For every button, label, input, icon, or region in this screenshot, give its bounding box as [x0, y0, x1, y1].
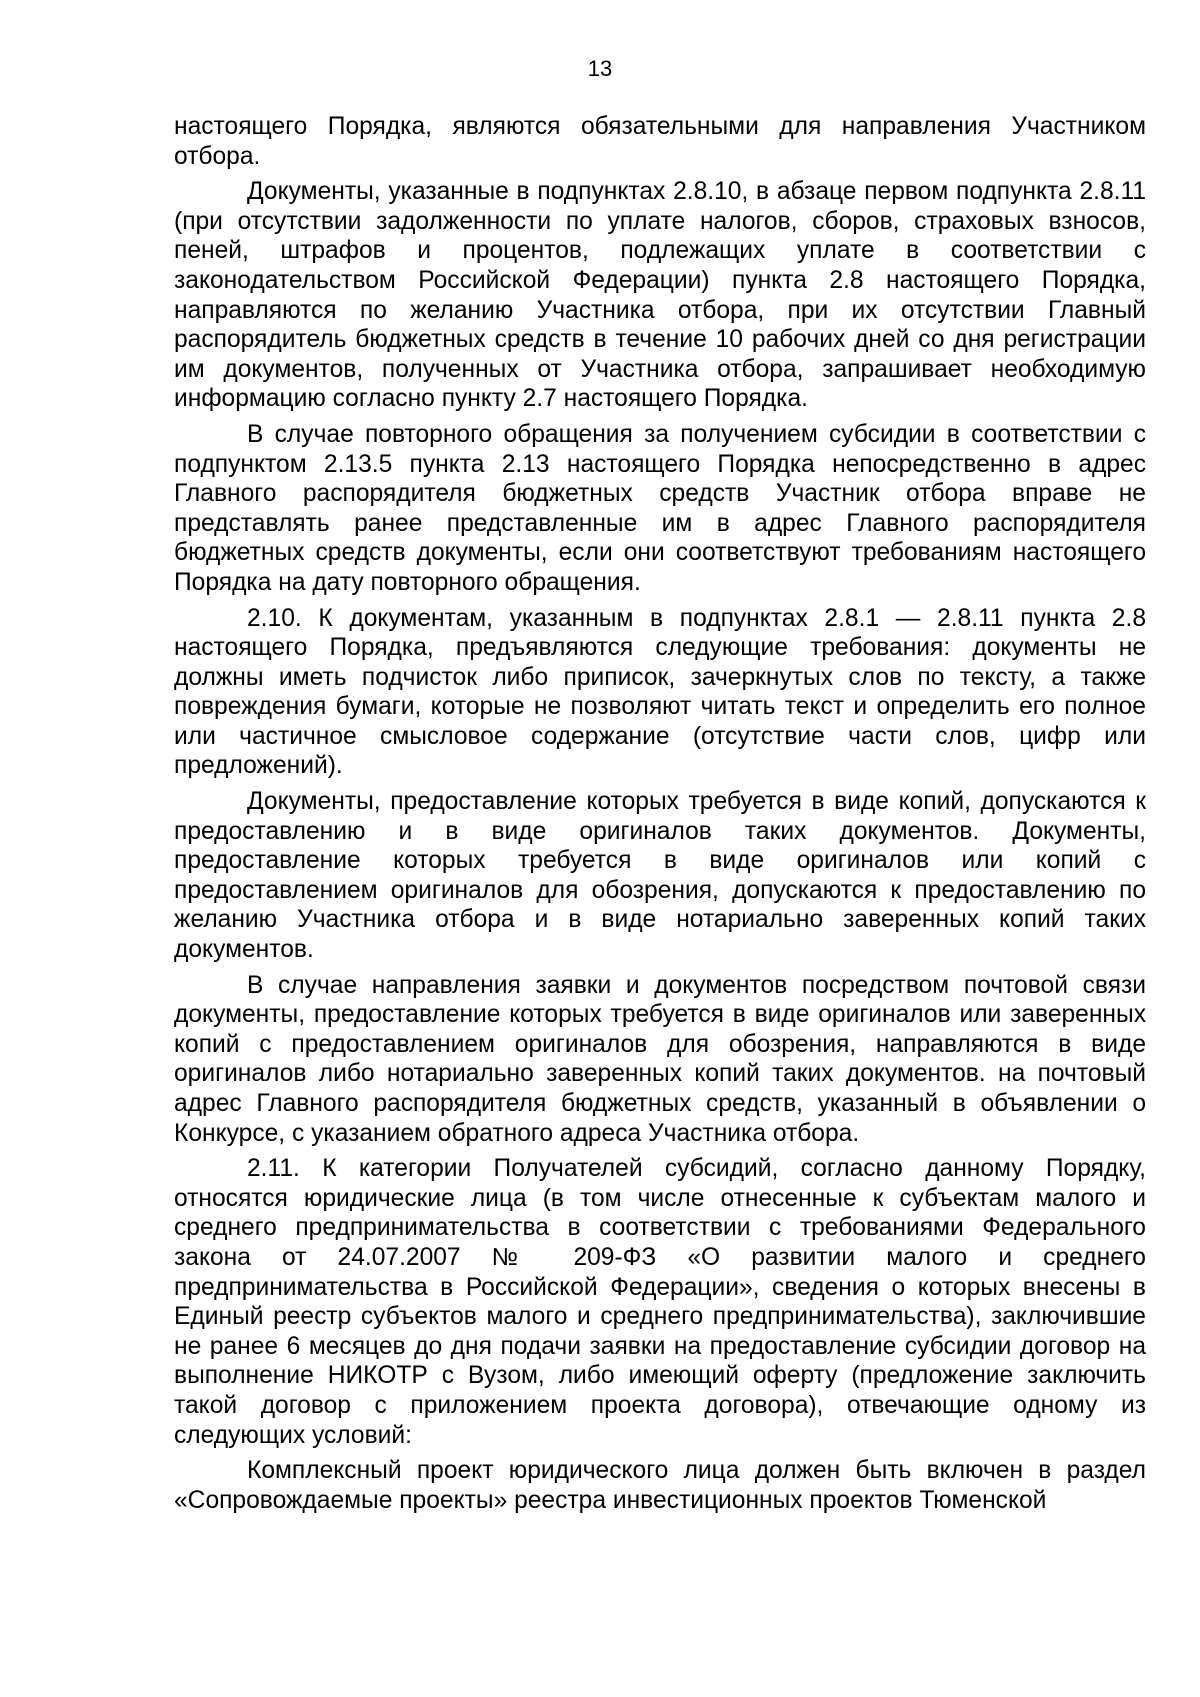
page-number: 13 — [587, 56, 613, 81]
paragraph-continuation: настоящего Порядка, являются обязательными для направления Участником отбора. — [174, 113, 1146, 170]
paragraph-section-2-10: 2.10. К документам, указанным в подпунктах 2.8.1 — 2.8.11 пункта 2.8 настоящего Порядка, предъявляются следующие требования: документы не должны иметь подчисток либо приписок, зачеркнутых слов по тексту, а также повреждения бумаги, которые не позволяют читать текст и определить его полное или частичное смысловое содержание (отсутствие части слов, цифр или предложений). — [174, 604, 1146, 780]
paragraph-repeat-request: В случае повторного обращения за получением субсидии в соответствии с подпунктом 2.13.5 пункта 2.13 настоящего Порядка непосредственно в адрес Главного распорядителя бюджетных средств Участник отбора вправе не представлять ранее представленные им в адрес Главного распорядителя бюджетных средств документы, если они соответствуют требованиям настоящего Порядка на дату повторного обращения. — [174, 420, 1146, 596]
document-body — [174, 112, 1146, 1521]
paragraph-complex-project: Комплексный проект юридического лица должен быть включен в раздел «Сопровождаемые проекты» реестра инвестиционных проектов Тюменской — [174, 1457, 1146, 1514]
paragraph-copies: Документы, предоставление которых требуется в виде копий, допускаются к предоставлению и в виде оригиналов таких документов. Документы, предоставление которых требуется в виде оригиналов или копий с предоставлением оригиналов для обозрения, допускаются к предоставлению по желанию Участника отбора и в виде нотариально заверенных копий таких документов. — [174, 788, 1146, 964]
paragraph-section-2-11: 2.11. К категории Получателей субсидий, согласно данному Порядку, относятся юридические лица (в том числе отнесенные к субъектам малого и среднего предпринимательства в соответствии с требованиями Федерального закона от 24.07.2007 № 209-ФЗ «О развитии малого и среднего предпринимательства в Российской Федерации», сведения о которых внесены в Единый реестр субъектов малого и среднего предпринимательства), заключившие не ранее 6 месяцев до дня подачи заявки на предоставление субсидии договор на выполнение НИКОТР с Вузом, либо имеющий оферту (предложение заключить такой договор с приложением проекта договора), отвечающие одному из следующих условий: — [174, 1155, 1146, 1449]
paragraph-postal: В случае направления заявки и документов посредством почтовой связи документы, предоставление которых требуется в виде оригиналов или заверенных копий с предоставлением оригиналов для обозрения, направляются в виде оригиналов либо нотариально заверенных копий таких документов. на почтовый адрес Главного распорядителя бюджетных средств, указанный в объявлении о Конкурсе, с указанием обратного адреса Участника отбора. — [174, 971, 1146, 1147]
paragraph-documents-optional: Документы, указанные в подпунктах 2.8.10, в абзаце первом подпункта 2.8.11 (при отсутствии задолженности по уплате налогов, сборов, страховых взносов, пеней, штрафов и процентов, подлежащих уплате в соответствии с законодательством Российской Федерации) пункта 2.8 настоящего Порядка, направляются по желанию Участника отбора, при их отсутствии Главный распорядитель бюджетных средств в течение 10 рабочих дней со дня регистрации им документов, полученных от Участника отбора, запрашивает необходимую информацию согласно пункту 2.7 настоящего Порядка. — [174, 178, 1146, 413]
